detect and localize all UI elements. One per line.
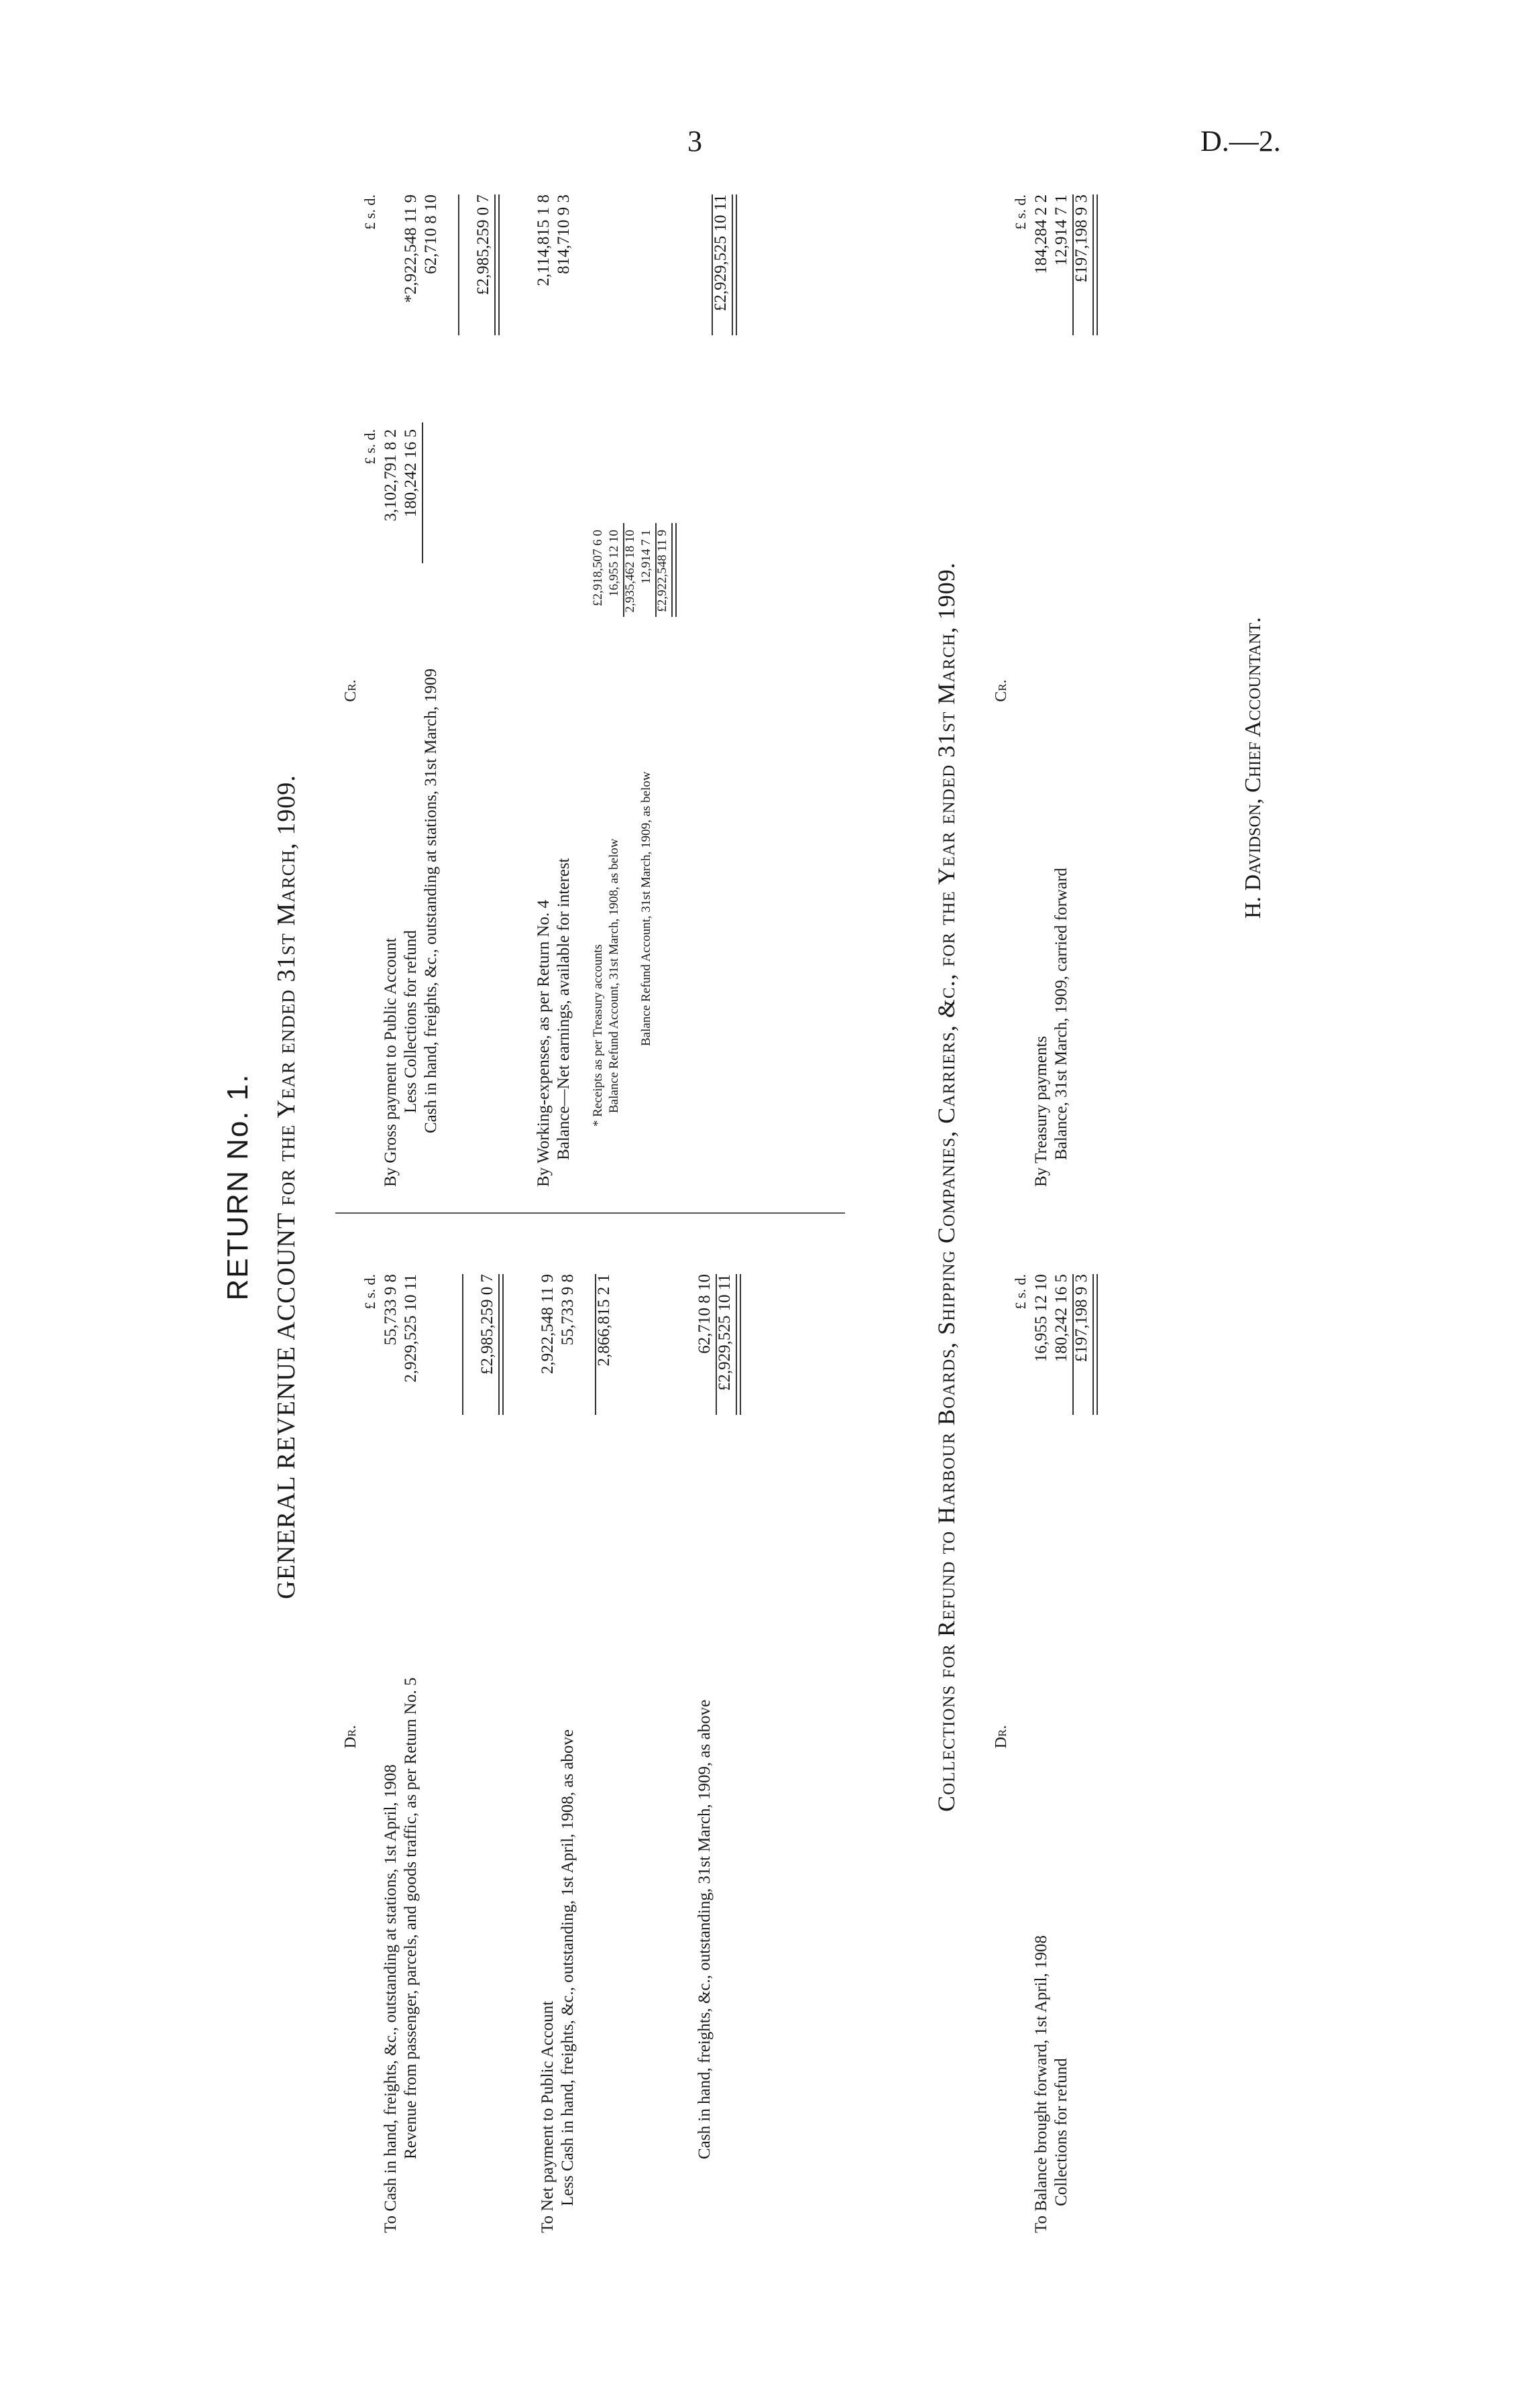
refund-credit-heading: Cr.: [993, 679, 1010, 702]
credit-total-row: [712, 194, 732, 1187]
total-amount: £197,198 9 3: [1072, 1274, 1090, 1363]
page-number: 3: [687, 125, 702, 158]
amount: 180,242 16 5: [402, 429, 420, 518]
amount: 55,733 9 8: [382, 1274, 400, 1346]
debit-total-row: [478, 1241, 498, 2233]
account-subtitle: GENERAL REVENUE ACCOUNT for the Year ended 31st March, 1909.: [272, 775, 300, 1599]
debit-side: [342, 1241, 736, 2233]
credit-heading: Cr.: [342, 679, 359, 702]
amount: 180,242 16 5: [1052, 1274, 1070, 1363]
credit-side: [342, 194, 732, 1187]
refund-credit-money-header: £ s. d.: [1012, 194, 1029, 230]
credit-money-header: £ s. d.: [361, 194, 378, 230]
return-title: RETURN No. 1.: [221, 1073, 254, 1301]
amount: 16,955 12 10: [1032, 1274, 1050, 1363]
debit-subtotal-row: [595, 1241, 615, 2233]
footnote-line: Balance Refund Account, 31st March, 1909, as below 12,914 7 1: [639, 530, 653, 1046]
refund-debit-heading: Dr.: [993, 1725, 1010, 1749]
amount: 16,955 12 10: [607, 530, 621, 597]
total-amount: £2,985,259 0 7: [474, 194, 492, 295]
debit-total-row: [716, 1241, 736, 2233]
credit-line: Cash in hand, freights, &c., outstanding at stations, 31st March, 1909 62,710 8 10: [422, 194, 440, 1133]
amount: 2,922,548 11 9: [539, 1274, 557, 1375]
amount: 12,914 7 1: [639, 530, 653, 584]
total-amount: £2,985,259 0 7: [478, 1274, 496, 1375]
refund-credit-line: Balance, 31st March, 1909, carried forward 12,914 7 1: [1052, 194, 1070, 1160]
refund-debit-total: [1072, 1241, 1092, 2233]
refund-credit-side: [993, 194, 1092, 1187]
amount: 12,914 7 1: [1052, 194, 1070, 266]
amount: *2,922,548 11 9: [402, 194, 420, 303]
amount: 62,710 8 10: [695, 1274, 714, 1354]
credit-line: Less Collections for refund 180,242 16 5 *2,922,548 11 9: [402, 194, 420, 1113]
refund-account-title: Collections for Refund to Harbour Boards, Shipping Companies, Carriers, &c., for the Year ended 31st March, 1909.: [933, 562, 960, 1812]
debit-money-header: £ s. d.: [361, 1274, 378, 1310]
credit-total-row: [474, 194, 494, 1187]
amount: 184,284 2 2: [1032, 194, 1050, 274]
total-amount: £197,198 9 3: [1072, 194, 1090, 283]
amount: 62,710 8 10: [422, 194, 440, 274]
refund-debit-line: Collections for refund 180,242 16 5: [1052, 1274, 1070, 2206]
debit-line: Less Cash in hand, freights, &c., outstanding, 1st April, 1908, as above 55,733 9 8: [559, 1274, 577, 2206]
document-reference: D.—2.: [1200, 125, 1281, 158]
debit-line: Cash in hand, freights, &c., outstanding, 31st March, 1909, as above 62,710 8 10: [695, 1274, 714, 2159]
refund-account-section: [932, 141, 1090, 2233]
total-amount: £2,929,525 10 11: [712, 194, 730, 312]
amount: 2,114,815 1 8: [535, 194, 553, 286]
debit-line: To Cash in hand, freights, &c., outstanding at stations, 1st April, 1908 55,733 9 8: [382, 1274, 400, 2233]
credit-line: By Gross payment to Public Account 3,102,791 8 2: [382, 429, 400, 1187]
debit-line: Revenue from passenger, parcels, and goods traffic, as per Return No. 5 2,929,525 10 11: [402, 1274, 420, 2159]
amount: 2,929,525 10 11: [402, 1274, 420, 1383]
refund-debit-money-header: £ s. d.: [1012, 1274, 1029, 1310]
footnote-line: * Receipts as per Treasury accounts £2,918,507 6 0: [591, 530, 605, 1127]
refund-credit-line: By Treasury payments 184,284 2 2: [1032, 194, 1050, 1187]
rotated-content: [221, 141, 1375, 2233]
refund-debit-line: To Balance brought forward, 1st April, 1908 16,955 12 10: [1032, 1274, 1050, 2233]
amount: 814,710 9 3: [555, 194, 573, 274]
footnote-subtotal: [623, 194, 639, 1187]
credit-line: By Working-expenses, as per Return No. 4 2,114,815 1 8: [535, 194, 553, 1187]
column-divider: [335, 1212, 845, 1214]
footnote-total: [655, 194, 671, 1187]
credit-line: Balance—Net earnings, available for interest 814,710 9 3: [555, 194, 573, 1160]
refund-credit-total: [1072, 194, 1092, 1187]
amount: 3,102,791 8 2: [382, 429, 400, 522]
amount: 2,935,462 18 10: [623, 530, 637, 613]
credit-money-header-inner: £ s. d.: [361, 429, 378, 465]
footnote-line: Balance Refund Account, 31st March, 1908, as below 16,955 12 10: [607, 530, 621, 1113]
amount: 55,733 9 8: [559, 1274, 577, 1346]
debit-line: To Net payment to Public Account 2,922,548 11 9: [539, 1274, 557, 2233]
subtotal-amount: 2,866,815 2 1: [595, 1274, 613, 1367]
amount: £2,918,507 6 0: [591, 530, 605, 606]
debit-heading: Dr.: [342, 1725, 359, 1749]
signature: H. Davidson, Chief Accountant.: [1241, 617, 1266, 919]
amount: £2,922,548 11 9: [655, 530, 669, 612]
refund-debit-side: [993, 1241, 1092, 2233]
total-amount: £2,929,525 10 11: [716, 1274, 734, 1391]
